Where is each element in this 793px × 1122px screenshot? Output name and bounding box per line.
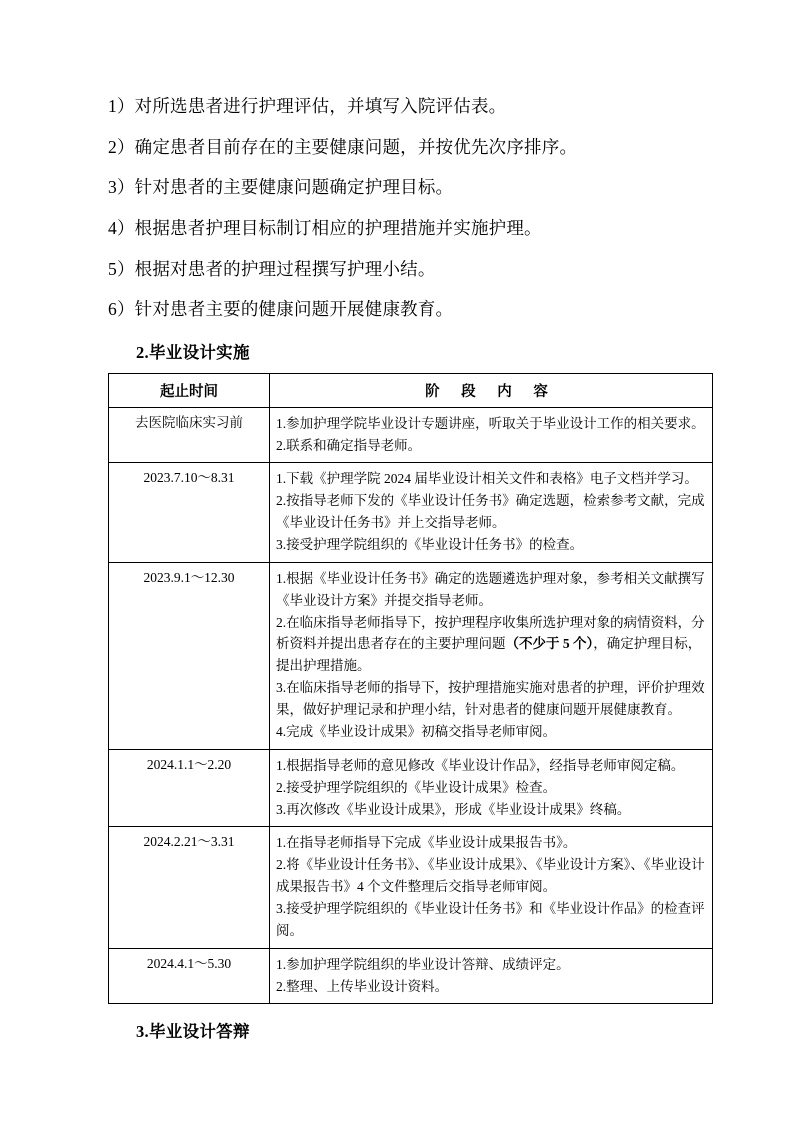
- cell-content: [270, 407, 713, 463]
- plain-text: ，确定护理目标，提出护理措施。: [276, 636, 702, 674]
- list-item: 5）根据对患者的护理过程撰写护理小结。: [108, 258, 436, 279]
- plain-text: 1.根据指导老师的意见修改《毕业设计作品》，经指导老师审阅定稿。: [276, 757, 685, 773]
- content-line: [276, 534, 706, 556]
- list-item: 2）确定患者目前存在的主要健康问题，并按优先次序排序。: [108, 136, 578, 157]
- plain-text: 2.接受护理学院组织的《毕业设计成果》检查。: [276, 779, 557, 795]
- table-row: [109, 749, 713, 827]
- content-line: [276, 468, 706, 490]
- content-line: [276, 612, 706, 678]
- plain-text: 1.参加护理学院组织的毕业设计答辩、成绩评定。: [276, 956, 570, 972]
- cell-time: 去医院临床实习前: [109, 407, 270, 463]
- list-item: 6）针对患者主要的健康问题开展健康教育。: [108, 299, 454, 320]
- cell-time: 2024.2.21～3.31: [109, 827, 270, 948]
- list-item: 4）根据患者护理目标制订相应的护理措施并实施护理。: [108, 217, 542, 238]
- plain-text: 1.参加护理学院毕业设计专题讲座，听取关于毕业设计工作的相关要求。: [276, 415, 705, 431]
- content-line: [276, 435, 706, 457]
- column-header-content: 阶 段 内 容: [270, 373, 713, 407]
- content-line: [276, 490, 706, 534]
- cell-content: [270, 749, 713, 827]
- schedule-table: [108, 373, 713, 1005]
- plain-text: 3.接受护理学院组织的《毕业设计任务书》和《毕业设计作品》的检查评阅。: [276, 900, 705, 938]
- content-line: [276, 677, 706, 721]
- content-line: [276, 777, 706, 799]
- plain-text: 1.根据《毕业设计任务书》确定的选题遴选护理对象，参考相关文献撰写《毕业设计方案》并提交指导老师。: [276, 570, 705, 608]
- plain-text: 3.在临床指导老师的指导下，按护理措施实施对患者的护理，评价护理效果，做好护理记录和护理小结，针对患者的健康问题开展健康教育。: [276, 680, 705, 718]
- nursing-steps-list: [108, 95, 713, 322]
- content-line: [276, 832, 706, 854]
- plain-text: 2.在临床指导老师指导下，按护理程序收集所选护理对象的病情资料，分析资料并提出患者存在的主要护理问题: [276, 614, 705, 652]
- content-line: [276, 568, 706, 612]
- plain-text: 3.再次修改《毕业设计成果》，形成《毕业设计成果》终稿。: [276, 801, 631, 817]
- schedule-table-body: [109, 407, 713, 1004]
- cell-content: [270, 562, 713, 749]
- plain-text: 4.完成《毕业设计成果》初稿交指导老师审阅。: [276, 723, 557, 739]
- content-line: [276, 976, 706, 998]
- plain-text: 2.联系和确定指导老师。: [276, 437, 422, 453]
- cell-content: [270, 463, 713, 562]
- plain-text: 2.将《毕业设计任务书》、《毕业设计成果》、《毕业设计方案》、《毕业设计成果报告书》4 个文件整理后交指导老师审阅。: [276, 857, 705, 895]
- table-row: [109, 407, 713, 463]
- emphasis-text: （不少于 5 个）: [505, 636, 594, 652]
- cell-content: [270, 948, 713, 1004]
- list-item: 3）针对患者的主要健康问题确定护理目标。: [108, 177, 454, 198]
- section-heading-implementation: 2.毕业设计实施: [136, 342, 250, 362]
- content-line: [276, 755, 706, 777]
- plain-text: 2.整理、上传毕业设计资料。: [276, 978, 449, 994]
- list-item: 1）对所选患者进行护理评估，并填写入院评估表。: [108, 96, 507, 116]
- plain-text: 1.下载《护理学院 2024 届毕业设计相关文件和表格》电子文档并学习。: [276, 471, 698, 487]
- section-heading-defense: 3.毕业设计答辩: [136, 1022, 250, 1042]
- cell-time: 2024.1.1～2.20: [109, 749, 270, 827]
- table-row: [109, 562, 713, 749]
- content-line: [276, 799, 706, 821]
- content-line: [276, 954, 706, 976]
- plain-text: 3.接受护理学院组织的《毕业设计任务书》的检查。: [276, 537, 584, 553]
- cell-time: 2023.7.10～8.31: [109, 463, 270, 562]
- cell-time: 2023.9.1～12.30: [109, 562, 270, 749]
- table-row: [109, 463, 713, 562]
- plain-text: 1.在指导老师指导下完成《毕业设计成果报告书》。: [276, 835, 577, 851]
- plain-text: 2.按指导老师下发的《毕业设计任务书》确定选题，检索参考文献，完成《毕业设计任务书》并上交指导老师。: [276, 493, 705, 531]
- content-line: [276, 898, 706, 942]
- content-line: [276, 413, 706, 435]
- content-line: [276, 854, 706, 898]
- table-row: [109, 948, 713, 1004]
- table-header-row: [109, 373, 713, 407]
- content-line: [276, 721, 706, 743]
- cell-content: [270, 827, 713, 948]
- column-header-time: 起止时间: [109, 373, 270, 407]
- cell-time: 2024.4.1～5.30: [109, 948, 270, 1004]
- table-row: [109, 827, 713, 948]
